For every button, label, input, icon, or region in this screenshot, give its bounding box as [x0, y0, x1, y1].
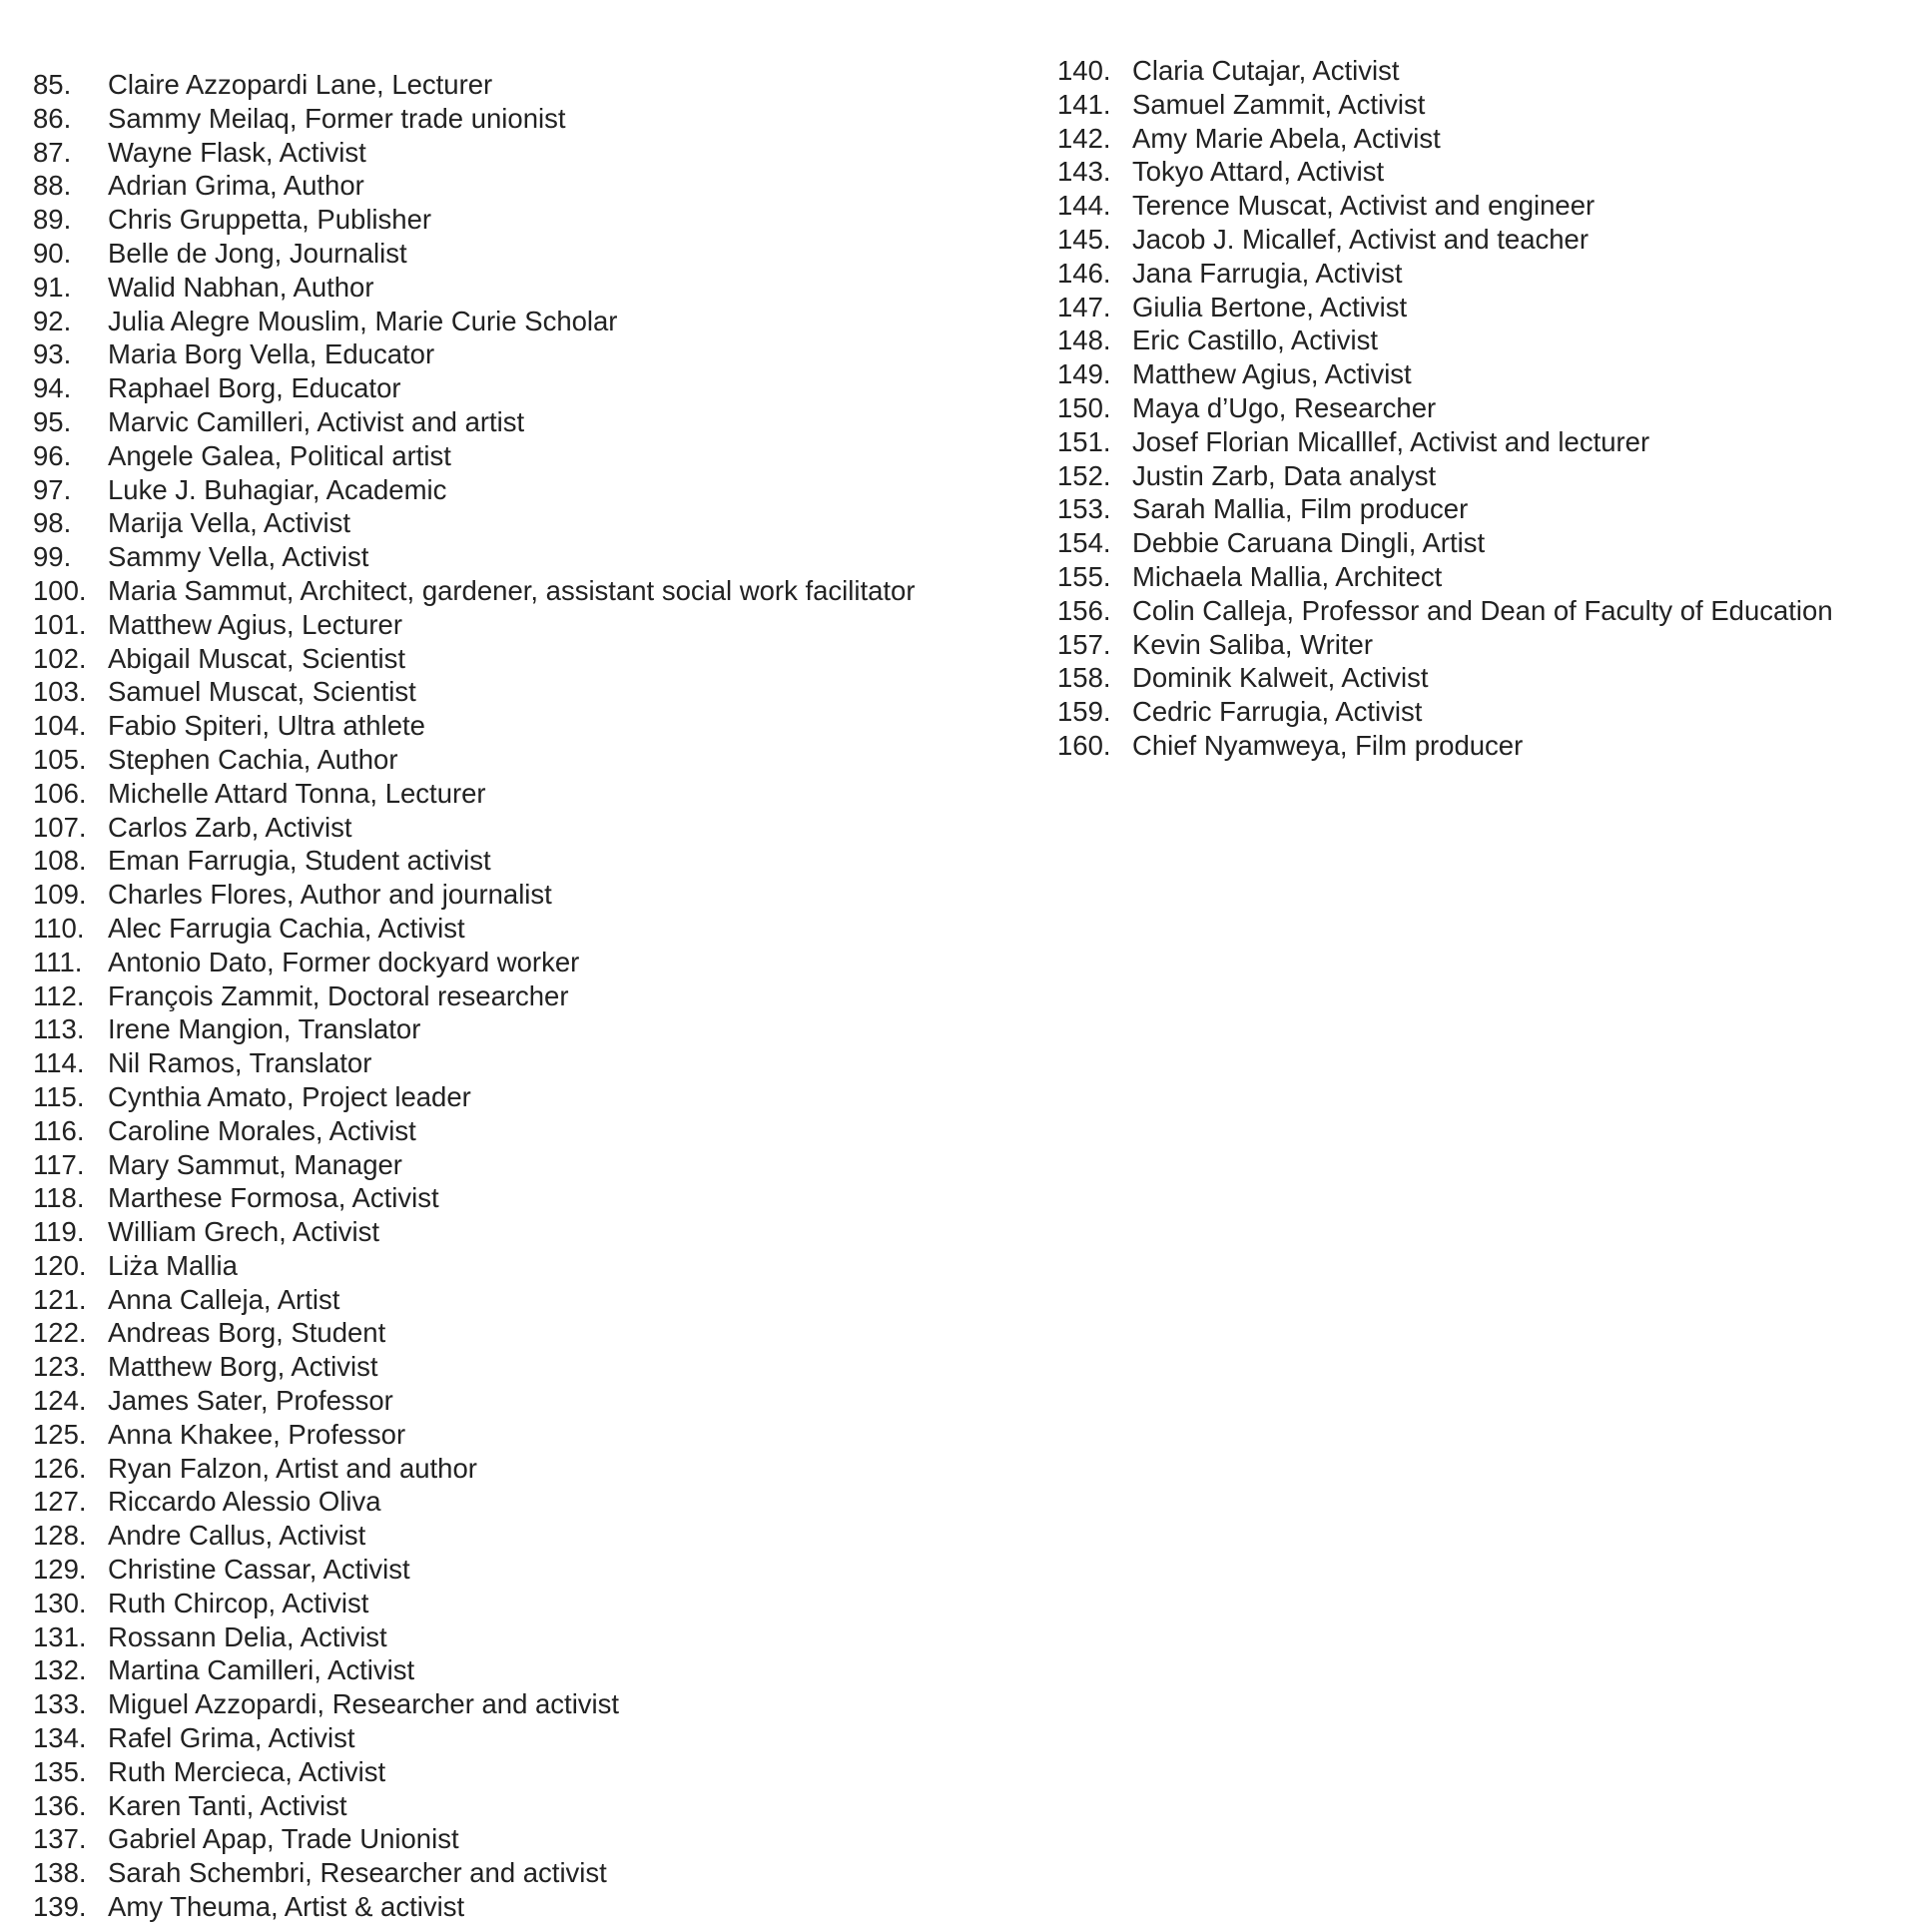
list-item — [1057, 257, 1916, 291]
list-item-number: 100. — [33, 574, 87, 606]
list-item-number: 128. — [33, 1520, 87, 1552]
list-item-text: Charles Flores, Author and journalist — [108, 879, 552, 911]
list-item-text: Giulia Bertone, Activist — [1132, 291, 1408, 322]
list-item-number: 119. — [33, 1216, 85, 1248]
list-item-number: 111. — [33, 946, 83, 977]
list-item-number: 101. — [33, 608, 87, 640]
list-item-text: Carlos Zarb, Activist — [108, 811, 352, 843]
list-item-number: 118. — [33, 1182, 85, 1214]
list-item-text: Terence Muscat, Activist and engineer — [1132, 190, 1596, 222]
list-item — [33, 1080, 1011, 1114]
list-item-text: Chris Gruppetta, Publisher — [108, 204, 432, 236]
list-item-text: Amy Marie Abela, Activist — [1132, 122, 1441, 154]
list-item-number: 107. — [33, 811, 87, 843]
list-item — [1057, 189, 1916, 223]
list-item — [1057, 425, 1916, 459]
list-item-text: Belle de Jong, Journalist — [108, 237, 407, 269]
list-item-text: Miguel Azzopardi, Researcher and activist — [108, 1688, 620, 1720]
list-item-text: Alec Farrugia Cachia, Activist — [108, 912, 465, 944]
list-item — [33, 271, 1011, 305]
list-item-number: 114. — [33, 1047, 85, 1079]
list-item-text: William Grech, Activist — [108, 1216, 379, 1248]
list-item — [33, 574, 1011, 608]
list-item — [1057, 391, 1916, 425]
list-item — [1057, 88, 1916, 122]
list-item-number: 146. — [1057, 257, 1111, 289]
list-item-number: 127. — [33, 1486, 87, 1518]
list-item-number: 135. — [33, 1755, 87, 1787]
list-item-number: 121. — [33, 1283, 87, 1315]
list-item-number: 143. — [1057, 156, 1111, 188]
list-item-text: Christine Cassar, Activist — [108, 1554, 410, 1586]
list-item-number: 112. — [33, 979, 85, 1011]
list-item-text: Marija Vella, Activist — [108, 507, 351, 539]
list-item — [33, 1519, 1011, 1553]
list-item-number: 137. — [33, 1823, 87, 1855]
list-item-number: 98. — [33, 507, 72, 539]
list-item — [33, 946, 1011, 979]
list-item — [33, 1114, 1011, 1148]
list-item-text: Dominik Kalweit, Activist — [1132, 662, 1429, 694]
list-item-text: Cynthia Amato, Project leader — [108, 1080, 471, 1112]
list-item-text: Stephen Cachia, Author — [108, 743, 398, 775]
list-item — [33, 1890, 1011, 1924]
list-item-text: Tokyo Attard, Activist — [1132, 156, 1385, 188]
list-item-number: 85. — [33, 69, 72, 100]
list-item — [33, 1215, 1011, 1249]
list-item-text: Ryan Falzon, Artist and author — [108, 1452, 477, 1484]
list-item — [33, 1249, 1011, 1283]
list-item — [1057, 54, 1916, 88]
list-item-number: 153. — [1057, 493, 1111, 525]
list-item-number: 157. — [1057, 628, 1111, 660]
list-item — [1057, 323, 1916, 357]
list-item-number: 132. — [33, 1654, 87, 1686]
list-item-number: 131. — [33, 1620, 87, 1652]
list-item-text: Sammy Meilaq, Former trade unionist — [108, 102, 566, 134]
list-item-text: Antonio Dato, Former dockyard worker — [108, 946, 580, 977]
list-item-number: 115. — [33, 1080, 85, 1112]
list-item-text: Rafel Grima, Activist — [108, 1722, 355, 1754]
list-item-text: Raphael Borg, Educator — [108, 372, 401, 404]
signatory-list-left-column — [33, 68, 1011, 1924]
list-item-text: Irene Mangion, Translator — [108, 1013, 421, 1045]
list-item-text: Gabriel Apap, Trade Unionist — [108, 1823, 459, 1855]
list-item-number: 152. — [1057, 459, 1111, 491]
list-item — [33, 1653, 1011, 1687]
list-item-text: Cedric Farrugia, Activist — [1132, 696, 1423, 728]
list-item-number: 97. — [33, 473, 72, 505]
signatory-list-right-column — [1057, 54, 1916, 763]
list-item — [33, 1046, 1011, 1080]
list-item — [33, 169, 1011, 203]
list-item-text: Caroline Morales, Activist — [108, 1114, 416, 1146]
list-item-text: Eman Farrugia, Student activist — [108, 845, 491, 877]
list-item-number: 110. — [33, 912, 85, 944]
list-item-number: 91. — [33, 271, 72, 303]
list-item — [33, 608, 1011, 642]
list-item-text: Abigail Muscat, Scientist — [108, 642, 406, 674]
list-item — [1057, 291, 1916, 324]
list-item-text: Jana Farrugia, Activist — [1132, 257, 1403, 289]
list-item — [33, 878, 1011, 912]
list-item — [33, 1789, 1011, 1823]
list-item-text: Michelle Attard Tonna, Lecturer — [108, 777, 486, 809]
list-item — [1057, 459, 1916, 493]
list-item-text: Samuel Muscat, Scientist — [108, 676, 416, 708]
list-item-number: 89. — [33, 204, 72, 236]
list-item-number: 134. — [33, 1722, 87, 1754]
list-item — [33, 305, 1011, 338]
list-item-text: Sammy Vella, Activist — [108, 541, 369, 573]
list-item-text: Kevin Saliba, Writer — [1132, 628, 1373, 660]
list-item-number: 92. — [33, 305, 72, 336]
list-item — [33, 811, 1011, 845]
list-item-text: Marthese Formosa, Activist — [108, 1182, 439, 1214]
list-item-number: 102. — [33, 642, 87, 674]
list-item — [33, 1283, 1011, 1317]
list-item-text: Amy Theuma, Artist & activist — [108, 1891, 465, 1923]
list-item-text: Fabio Spiteri, Ultra athlete — [108, 710, 425, 742]
list-item-number: 130. — [33, 1587, 87, 1618]
list-item-number: 139. — [33, 1891, 87, 1923]
list-item — [33, 203, 1011, 237]
list-item-text: Eric Castillo, Activist — [1132, 324, 1379, 356]
list-item-number: 136. — [33, 1789, 87, 1821]
list-item-number: 90. — [33, 237, 72, 269]
list-item — [33, 68, 1011, 102]
list-item-number: 138. — [33, 1857, 87, 1889]
list-item-text: Martina Camilleri, Activist — [108, 1654, 415, 1686]
list-item-text: Chief Nyamweya, Film producer — [1132, 729, 1524, 761]
list-item — [33, 1181, 1011, 1215]
list-item-number: 95. — [33, 405, 72, 437]
list-item — [1057, 729, 1916, 763]
list-item-number: 117. — [33, 1148, 85, 1180]
list-item-text: Ruth Mercieca, Activist — [108, 1755, 386, 1787]
list-item-text: François Zammit, Doctoral researcher — [108, 979, 569, 1011]
list-item — [1057, 155, 1916, 189]
list-item — [33, 1856, 1011, 1890]
list-item-number: 87. — [33, 136, 72, 168]
list-item — [1057, 526, 1916, 560]
list-item-text: Josef Florian Micalllef, Activist and lecturer — [1132, 425, 1650, 457]
list-item — [33, 1620, 1011, 1654]
list-item-text: Matthew Agius, Lecturer — [108, 608, 403, 640]
list-item — [1057, 628, 1916, 662]
list-item-number: 154. — [1057, 527, 1111, 559]
list-item — [33, 743, 1011, 777]
list-item-number: 150. — [1057, 391, 1111, 423]
list-item-number: 96. — [33, 439, 72, 471]
list-item-text: Liża Mallia — [108, 1249, 238, 1281]
list-item-text: Sarah Schembri, Researcher and activist — [108, 1857, 607, 1889]
list-item-text: Karen Tanti, Activist — [108, 1789, 347, 1821]
list-item-number: 156. — [1057, 594, 1111, 626]
list-item-text: Maria Borg Vella, Educator — [108, 338, 435, 370]
list-item — [33, 1822, 1011, 1856]
list-item-text: Claire Azzopardi Lane, Lecturer — [108, 69, 493, 100]
list-item — [33, 675, 1011, 709]
list-item — [33, 1012, 1011, 1046]
list-item-text: Colin Calleja, Professor and Dean of Faculty of Education — [1132, 594, 1833, 626]
list-item-text: Anna Calleja, Artist — [108, 1283, 340, 1315]
list-item-number: 140. — [1057, 55, 1111, 86]
list-item — [33, 1553, 1011, 1587]
list-item — [33, 1148, 1011, 1182]
list-item-text: Ruth Chircop, Activist — [108, 1587, 369, 1618]
list-item-number: 129. — [33, 1554, 87, 1586]
list-item-number: 159. — [1057, 696, 1111, 728]
list-item — [33, 136, 1011, 170]
list-item-text: Michaela Mallia, Architect — [1132, 560, 1443, 592]
list-item-number: 142. — [1057, 122, 1111, 154]
list-item-number: 141. — [1057, 88, 1111, 120]
list-item-number: 149. — [1057, 358, 1111, 390]
list-item-text: Mary Sammut, Manager — [108, 1148, 402, 1180]
list-item — [33, 405, 1011, 439]
list-item-number: 113. — [33, 1013, 85, 1045]
list-item-number: 160. — [1057, 729, 1111, 761]
list-item — [1057, 492, 1916, 526]
list-item-number: 86. — [33, 102, 72, 134]
list-item-text: Samuel Zammit, Activist — [1132, 88, 1426, 120]
list-item — [33, 1721, 1011, 1755]
list-item-number: 158. — [1057, 662, 1111, 694]
list-item — [33, 1687, 1011, 1721]
list-item-text: James Sater, Professor — [108, 1385, 393, 1417]
list-item-text: Nil Ramos, Translator — [108, 1047, 372, 1079]
list-item-number: 124. — [33, 1385, 87, 1417]
list-item-text: Andre Callus, Activist — [108, 1520, 366, 1552]
list-item — [33, 102, 1011, 136]
list-item — [33, 777, 1011, 811]
list-item — [33, 473, 1011, 507]
list-item-text: Walid Nabhan, Author — [108, 271, 374, 303]
list-item-number: 123. — [33, 1351, 87, 1383]
list-item — [33, 1452, 1011, 1486]
list-item — [1057, 223, 1916, 257]
list-item-number: 155. — [1057, 560, 1111, 592]
list-item — [33, 642, 1011, 676]
list-item — [33, 979, 1011, 1013]
list-item-text: Adrian Grima, Author — [108, 170, 364, 202]
list-item — [33, 439, 1011, 473]
list-item — [1057, 594, 1916, 628]
list-item — [33, 1755, 1011, 1789]
list-item — [1057, 695, 1916, 729]
list-item-text: Angele Galea, Political artist — [108, 439, 451, 471]
list-item-number: 126. — [33, 1452, 87, 1484]
list-item — [33, 237, 1011, 271]
list-item-text: Riccardo Alessio Oliva — [108, 1486, 381, 1518]
list-item-text: Matthew Borg, Activist — [108, 1351, 378, 1383]
list-item-text: Debbie Caruana Dingli, Artist — [1132, 527, 1486, 559]
list-item-text: Justin Zarb, Data analyst — [1132, 459, 1437, 491]
list-item-number: 133. — [33, 1688, 87, 1720]
list-item — [33, 709, 1011, 743]
list-item — [1057, 661, 1916, 695]
list-item-text: Matthew Agius, Activist — [1132, 358, 1412, 390]
list-item-number: 151. — [1057, 425, 1111, 457]
list-item — [33, 1384, 1011, 1418]
list-item — [1057, 357, 1916, 391]
list-item — [33, 912, 1011, 946]
list-item-text: Jacob J. Micallef, Activist and teacher — [1132, 223, 1590, 255]
list-item-number: 103. — [33, 676, 87, 708]
list-item-text: Marvic Camilleri, Activist and artist — [108, 405, 525, 437]
list-item-number: 106. — [33, 777, 87, 809]
list-item-number: 125. — [33, 1418, 87, 1450]
list-item-number: 109. — [33, 879, 87, 911]
list-item-text: Claria Cutajar, Activist — [1132, 55, 1400, 86]
list-item — [33, 506, 1011, 540]
list-item — [1057, 122, 1916, 156]
list-item-number: 145. — [1057, 223, 1111, 255]
list-item — [1057, 560, 1916, 594]
list-item-number: 88. — [33, 170, 72, 202]
list-item — [33, 844, 1011, 878]
list-item-number: 148. — [1057, 324, 1111, 356]
list-item-text: Rossann Delia, Activist — [108, 1620, 387, 1652]
list-item-text: Andreas Borg, Student — [108, 1317, 386, 1349]
list-item — [33, 540, 1011, 574]
list-item-number: 93. — [33, 338, 72, 370]
list-item-text: Sarah Mallia, Film producer — [1132, 493, 1469, 525]
list-item-number: 108. — [33, 845, 87, 877]
list-item-number: 104. — [33, 710, 87, 742]
list-item-number: 116. — [33, 1114, 85, 1146]
list-item — [33, 1485, 1011, 1519]
list-item-number: 105. — [33, 743, 87, 775]
list-item-number: 144. — [1057, 190, 1111, 222]
list-item — [33, 337, 1011, 371]
list-item-text: Anna Khakee, Professor — [108, 1418, 406, 1450]
list-item-number: 147. — [1057, 291, 1111, 322]
list-item — [33, 1587, 1011, 1620]
list-item-number: 122. — [33, 1317, 87, 1349]
list-item-number: 94. — [33, 372, 72, 404]
list-item-number: 99. — [33, 541, 72, 573]
list-item-text: Wayne Flask, Activist — [108, 136, 366, 168]
list-item — [33, 1418, 1011, 1452]
list-item-text: Luke J. Buhagiar, Academic — [108, 473, 447, 505]
list-item — [33, 371, 1011, 405]
list-item — [33, 1350, 1011, 1384]
list-item — [33, 1316, 1011, 1350]
list-item-number: 120. — [33, 1249, 87, 1281]
list-item-text: Maria Sammut, Architect, gardener, assistant social work facilitator — [108, 574, 916, 606]
list-item-text: Julia Alegre Mouslim, Marie Curie Scholar — [108, 305, 618, 336]
list-item-text: Maya d’Ugo, Researcher — [1132, 391, 1437, 423]
